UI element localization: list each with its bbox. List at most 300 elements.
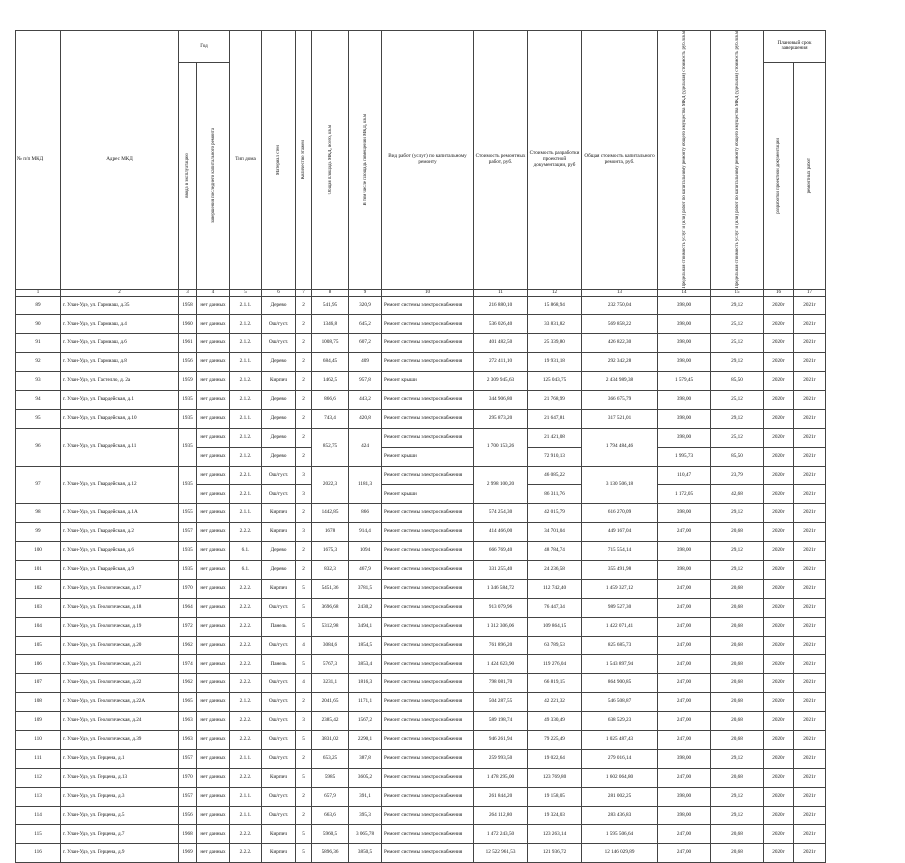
cell-y: 1960 bbox=[179, 315, 197, 334]
cell-n: 101 bbox=[16, 560, 61, 579]
cell-m: Дерево bbox=[262, 542, 296, 561]
cell-addr: г. Улан-Удэ, ул. Геологическая, д.19 bbox=[61, 617, 179, 636]
cell-w: Ремонт системы электроснабжения bbox=[382, 466, 474, 485]
cell-c1: 536 026,40 bbox=[474, 315, 528, 334]
cell-addr: г. Улан-Удэ, ул. Гармиаш, д.8 bbox=[61, 353, 179, 372]
cell-d2: 2021г bbox=[794, 768, 826, 787]
header-planned-deadline: Плановый срок завершения bbox=[764, 31, 826, 63]
cell-e: 2 bbox=[296, 334, 312, 353]
table-row bbox=[16, 523, 826, 542]
cell-k: нет данных bbox=[197, 806, 230, 825]
cell-n: 99 bbox=[16, 523, 61, 542]
cell-u1: 398,00 bbox=[658, 749, 711, 768]
cell-u2: 85,50 bbox=[711, 447, 764, 466]
table-row bbox=[16, 353, 826, 372]
cell-y: 1959 bbox=[179, 372, 197, 391]
cell-c2: 109 864,15 bbox=[528, 617, 582, 636]
cell-t: 2.1.2. bbox=[230, 447, 262, 466]
header-unit-cost-1: Предельная стоимость услуг и (или) работ по капитальному ремонту общего имущества МКД (удельная) стоимость руб./кв.м bbox=[658, 31, 711, 290]
cell-d1: 2020г bbox=[764, 523, 794, 542]
cell-p: 866 bbox=[349, 504, 382, 523]
cell-u1: 398,00 bbox=[658, 787, 711, 806]
cell-y: 1968 bbox=[179, 825, 197, 844]
cell-u2: 42,68 bbox=[711, 485, 764, 504]
cell-n: 112 bbox=[16, 768, 61, 787]
cell-s: 5767,3 bbox=[312, 655, 349, 674]
cell-t: 2.2.2. bbox=[230, 598, 262, 617]
cell-s: 1346,8 bbox=[312, 315, 349, 334]
cell-addr: г. Улан-Удэ, ул. Гвардейская, д.6 bbox=[61, 542, 179, 561]
cell-e: 2 bbox=[296, 806, 312, 825]
cell-d2: 2021г bbox=[794, 825, 826, 844]
cell-n: 110 bbox=[16, 730, 61, 749]
cell-d1: 2020г bbox=[764, 787, 794, 806]
cell-u1: 110,47 bbox=[658, 466, 711, 485]
cell-d1: 2020г bbox=[764, 617, 794, 636]
cell-c2: 19 022,64 bbox=[528, 749, 582, 768]
table-row bbox=[16, 542, 826, 561]
cell-d2: 2021г bbox=[794, 693, 826, 712]
cell-t: 2.2.1. bbox=[230, 466, 262, 485]
cell-t: 2.2.2. bbox=[230, 674, 262, 693]
column-number: 4 bbox=[197, 289, 230, 296]
cell-d1: 2020г bbox=[764, 334, 794, 353]
cell-s: 3831,02 bbox=[312, 730, 349, 749]
cell-s: 3696,68 bbox=[312, 598, 349, 617]
header-mkd-number: № п/п МКД bbox=[16, 31, 61, 290]
cell-c1: 264 112,80 bbox=[474, 806, 528, 825]
header-unit-cost-2: Предельная стоимость услуг и (или) работ по капитальному ремонту общего имущества МКД (удельная) стоимость руб./кв.м bbox=[711, 31, 764, 290]
cell-s: 852,75 bbox=[312, 428, 349, 466]
cell-c3: 426 822,30 bbox=[582, 334, 658, 353]
cell-u2: 20,68 bbox=[711, 825, 764, 844]
cell-k: нет данных bbox=[197, 560, 230, 579]
cell-w: Ремонт системы электроснабжения bbox=[382, 579, 474, 598]
cell-y: 1957 bbox=[179, 787, 197, 806]
cell-c1: 1 346 584,72 bbox=[474, 579, 528, 598]
repair-plan-table bbox=[15, 30, 826, 863]
cell-s: 684,45 bbox=[312, 353, 349, 372]
cell-w: Ремонт системы электроснабжения bbox=[382, 315, 474, 334]
cell-d2: 2021г bbox=[794, 787, 826, 806]
cell-c1: 12 522 961,53 bbox=[474, 844, 528, 863]
cell-n: 113 bbox=[16, 787, 61, 806]
cell-k: нет данных bbox=[197, 636, 230, 655]
cell-t: 2.2.2. bbox=[230, 825, 262, 844]
cell-e: 3 bbox=[296, 485, 312, 504]
cell-u1: 247,00 bbox=[658, 825, 711, 844]
cell-n: 116 bbox=[16, 844, 61, 863]
cell-e: 2 bbox=[296, 372, 312, 391]
cell-addr: г. Улан-Удэ, ул. Гвардейская, д.12 bbox=[61, 466, 179, 504]
cell-d1: 2020г bbox=[764, 579, 794, 598]
cell-s: 5451,36 bbox=[312, 579, 349, 598]
cell-e: 5 bbox=[296, 768, 312, 787]
cell-t: 2.1.2. bbox=[230, 693, 262, 712]
cell-c3: 292 342,28 bbox=[582, 353, 658, 372]
cell-addr: г. Улан-Удэ, ул. Герцена, д.5 bbox=[61, 806, 179, 825]
cell-w: Ремонт системы электроснабжения bbox=[382, 674, 474, 693]
cell-w: Ремонт системы электроснабжения bbox=[382, 655, 474, 674]
cell-k: нет данных bbox=[197, 674, 230, 693]
cell-addr: г. Улан-Удэ, ул. Геологическая, д.22 bbox=[61, 674, 179, 693]
cell-w: Ремонт крыши bbox=[382, 447, 474, 466]
cell-c1: 1 424 623,90 bbox=[474, 655, 528, 674]
cell-t: 2.2.2. bbox=[230, 523, 262, 542]
cell-k: нет данных bbox=[197, 598, 230, 617]
cell-t: 2.1.1. bbox=[230, 353, 262, 372]
cell-c1: 272 411,10 bbox=[474, 353, 528, 372]
cell-k: нет данных bbox=[197, 390, 230, 409]
cell-w: Ремонт системы электроснабжения bbox=[382, 787, 474, 806]
cell-p: 387,8 bbox=[349, 749, 382, 768]
cell-e: 5 bbox=[296, 617, 312, 636]
cell-c2: 33 831,82 bbox=[528, 315, 582, 334]
cell-c1: 414 466,00 bbox=[474, 523, 528, 542]
cell-u2: 29,12 bbox=[711, 787, 764, 806]
cell-d2: 2021г bbox=[794, 712, 826, 731]
cell-c3: 864 900,85 bbox=[582, 674, 658, 693]
cell-d1: 2020г bbox=[764, 409, 794, 428]
cell-e: 2 bbox=[296, 409, 312, 428]
cell-c3: 989 527,30 bbox=[582, 598, 658, 617]
cell-d1: 2020г bbox=[764, 674, 794, 693]
cell-d2: 2021г bbox=[794, 504, 826, 523]
table-row bbox=[16, 844, 826, 863]
cell-addr: г. Улан-Удэ, ул. Геологическая, д.24 bbox=[61, 712, 179, 731]
cell-m: Ош/густ. bbox=[262, 315, 296, 334]
cell-d1: 2020г bbox=[764, 353, 794, 372]
cell-k: нет данных bbox=[197, 844, 230, 863]
cell-d1: 2020г bbox=[764, 730, 794, 749]
cell-w: Ремонт системы электроснабжения bbox=[382, 390, 474, 409]
cell-t: 2.2.1. bbox=[230, 485, 262, 504]
cell-m: Дерево bbox=[262, 390, 296, 409]
cell-s: 5985 bbox=[312, 768, 349, 787]
cell-n: 102 bbox=[16, 579, 61, 598]
cell-c2: 66 819,15 bbox=[528, 674, 582, 693]
cell-w: Ремонт крыши bbox=[382, 485, 474, 504]
cell-e: 2 bbox=[296, 787, 312, 806]
cell-y: 1974 bbox=[179, 655, 197, 674]
cell-t: 2.2.2. bbox=[230, 712, 262, 731]
table-row bbox=[16, 712, 826, 731]
cell-u2: 25,12 bbox=[711, 334, 764, 353]
table-row bbox=[16, 825, 826, 844]
table-row bbox=[16, 504, 826, 523]
cell-c3: 569 858,22 bbox=[582, 315, 658, 334]
cell-e: 2 bbox=[296, 390, 312, 409]
cell-w: Ремонт системы электроснабжения bbox=[382, 504, 474, 523]
cell-t: 2.2.2. bbox=[230, 768, 262, 787]
cell-m: Ош/густ. bbox=[262, 674, 296, 693]
cell-y: 1956 bbox=[179, 353, 197, 372]
cell-m: Ош/густ. bbox=[262, 693, 296, 712]
cell-m: Кирпич bbox=[262, 523, 296, 542]
cell-u2: 25,12 bbox=[711, 315, 764, 334]
cell-w: Ремонт системы электроснабжения bbox=[382, 428, 474, 447]
cell-m: Ош/густ. bbox=[262, 712, 296, 731]
cell-p: 1816,3 bbox=[349, 674, 382, 693]
table-row bbox=[16, 730, 826, 749]
cell-y: 1935 bbox=[179, 466, 197, 504]
cell-k: нет данных bbox=[197, 768, 230, 787]
cell-m: Дерево bbox=[262, 560, 296, 579]
cell-e: 3 bbox=[296, 712, 312, 731]
cell-c2: 19 931,18 bbox=[528, 353, 582, 372]
cell-t: 2.2.2. bbox=[230, 617, 262, 636]
cell-addr: г. Улан-Удэ, ул. Гвардейская, д.11 bbox=[61, 428, 179, 466]
cell-d1: 2020г bbox=[764, 485, 794, 504]
cell-c3: 317 521,01 bbox=[582, 409, 658, 428]
cell-u1: 247,00 bbox=[658, 579, 711, 598]
cell-n: 108 bbox=[16, 693, 61, 712]
cell-d2: 2021г bbox=[794, 390, 826, 409]
cell-m: Ош/густ. bbox=[262, 730, 296, 749]
cell-u2: 23,79 bbox=[711, 466, 764, 485]
cell-c2: 42 221,32 bbox=[528, 693, 582, 712]
document-sheet bbox=[15, 30, 825, 863]
cell-u2: 29,12 bbox=[711, 353, 764, 372]
cell-d2: 2021г bbox=[794, 542, 826, 561]
cell-d1: 2020г bbox=[764, 428, 794, 447]
cell-n: 109 bbox=[16, 712, 61, 731]
cell-u2: 29,12 bbox=[711, 749, 764, 768]
cell-u2: 20,68 bbox=[711, 712, 764, 731]
cell-m: Дерево bbox=[262, 428, 296, 447]
cell-k: нет данных bbox=[197, 296, 230, 315]
cell-c1: 295 873,20 bbox=[474, 409, 528, 428]
cell-u1: 247,00 bbox=[658, 598, 711, 617]
cell-d2: 2021г bbox=[794, 655, 826, 674]
cell-y: 1935 bbox=[179, 542, 197, 561]
cell-s: 541,95 bbox=[312, 296, 349, 315]
cell-n: 100 bbox=[16, 542, 61, 561]
cell-t: 2.1.2. bbox=[230, 315, 262, 334]
cell-d1: 2020г bbox=[764, 560, 794, 579]
cell-d2: 2021г bbox=[794, 334, 826, 353]
cell-d1: 2020г bbox=[764, 693, 794, 712]
cell-p: 3494,1 bbox=[349, 617, 382, 636]
cell-e: 2 bbox=[296, 353, 312, 372]
cell-d2: 2021г bbox=[794, 466, 826, 485]
cell-u1: 1 579,45 bbox=[658, 372, 711, 391]
cell-c2: 76 447,34 bbox=[528, 598, 582, 617]
table-row bbox=[16, 409, 826, 428]
cell-n: 93 bbox=[16, 372, 61, 391]
table-row bbox=[16, 315, 826, 334]
cell-k: нет данных bbox=[197, 485, 230, 504]
cell-c3: 355 491,98 bbox=[582, 560, 658, 579]
cell-c2: 21 768,99 bbox=[528, 390, 582, 409]
cell-c2: 121 936,72 bbox=[528, 844, 582, 863]
cell-u2: 29,12 bbox=[711, 409, 764, 428]
cell-u2: 29,12 bbox=[711, 560, 764, 579]
cell-p: 1567,2 bbox=[349, 712, 382, 731]
cell-d1: 2020г bbox=[764, 315, 794, 334]
cell-y: 1965 bbox=[179, 693, 197, 712]
cell-d1: 2020г bbox=[764, 825, 794, 844]
cell-c3: 3 130 506,18 bbox=[582, 466, 658, 504]
cell-m: Ош/густ. bbox=[262, 334, 296, 353]
cell-p: 957,8 bbox=[349, 372, 382, 391]
table-row bbox=[16, 636, 826, 655]
cell-k: нет данных bbox=[197, 542, 230, 561]
cell-k: нет данных bbox=[197, 617, 230, 636]
cell-c2: 119 276,04 bbox=[528, 655, 582, 674]
cell-u1: 398,00 bbox=[658, 560, 711, 579]
header-last-repair-year: завершения последнего капитального ремонта bbox=[197, 62, 230, 289]
cell-u1: 247,00 bbox=[658, 655, 711, 674]
cell-d1: 2020г bbox=[764, 447, 794, 466]
cell-p: 1854,5 bbox=[349, 636, 382, 655]
cell-u2: 20,68 bbox=[711, 636, 764, 655]
cell-d2: 2021г bbox=[794, 730, 826, 749]
cell-d1: 2020г bbox=[764, 655, 794, 674]
cell-p: 409 bbox=[349, 353, 382, 372]
cell-addr: г. Улан-Удэ, ул. Гвардейская, д.9 bbox=[61, 560, 179, 579]
cell-c3: 1 543 897,94 bbox=[582, 655, 658, 674]
cell-d2: 2021г bbox=[794, 485, 826, 504]
cell-e: 5 bbox=[296, 825, 312, 844]
cell-d1: 2020г bbox=[764, 504, 794, 523]
cell-y: 1963 bbox=[179, 730, 197, 749]
cell-c3: 12 146 029,89 bbox=[582, 844, 658, 863]
cell-addr: г. Улан-Удэ, ул. Герцена, д.9 bbox=[61, 844, 179, 863]
cell-u1: 247,00 bbox=[658, 617, 711, 636]
cell-y: 1935 bbox=[179, 409, 197, 428]
cell-y: 1958 bbox=[179, 296, 197, 315]
cell-y: 1972 bbox=[179, 617, 197, 636]
cell-m: Ош/густ. bbox=[262, 787, 296, 806]
cell-y: 1963 bbox=[179, 712, 197, 731]
cell-u2: 25,12 bbox=[711, 390, 764, 409]
cell-p: 320,9 bbox=[349, 296, 382, 315]
header-repair-cost: Стоимость ремонтных работ, руб. bbox=[474, 31, 528, 290]
cell-t: 2.1.1. bbox=[230, 749, 262, 768]
header-floors: Количество этажей bbox=[296, 31, 312, 290]
cell-d2: 2021г bbox=[794, 372, 826, 391]
cell-n: 90 bbox=[16, 315, 61, 334]
cell-t: 2.1.1. bbox=[230, 296, 262, 315]
cell-addr: г. Улан-Удэ, ул. Гвардейская, д.2 bbox=[61, 523, 179, 542]
cell-t: 2.2.2. bbox=[230, 730, 262, 749]
cell-t: 2.1.2. bbox=[230, 428, 262, 447]
cell-n: 104 bbox=[16, 617, 61, 636]
cell-d1: 2020г bbox=[764, 390, 794, 409]
cell-t: 2.1.1. bbox=[230, 409, 262, 428]
cell-s: 743,4 bbox=[312, 409, 349, 428]
column-number: 15 bbox=[711, 289, 764, 296]
cell-s: 1462,5 bbox=[312, 372, 349, 391]
cell-p: 2290,1 bbox=[349, 730, 382, 749]
cell-c2: 25 339,80 bbox=[528, 334, 582, 353]
cell-s: 2022,3 bbox=[312, 466, 349, 504]
cell-w: Ремонт системы электроснабжения bbox=[382, 730, 474, 749]
cell-k: нет данных bbox=[197, 466, 230, 485]
cell-c2: 63 789,53 bbox=[528, 636, 582, 655]
cell-u2: 29,12 bbox=[711, 296, 764, 315]
header-total-cost: Общая стоимость капитального ремонта, руб. bbox=[582, 31, 658, 290]
cell-c1: 1 700 153,26 bbox=[474, 428, 528, 466]
cell-c1: 761 896,20 bbox=[474, 636, 528, 655]
cell-n: 106 bbox=[16, 655, 61, 674]
table-row bbox=[16, 787, 826, 806]
cell-k: нет данных bbox=[197, 334, 230, 353]
cell-w: Ремонт системы электроснабжения bbox=[382, 749, 474, 768]
cell-k: нет данных bbox=[197, 372, 230, 391]
table-row bbox=[16, 749, 826, 768]
column-number: 8 bbox=[312, 289, 349, 296]
cell-c3: 1 595 506,64 bbox=[582, 825, 658, 844]
cell-u1: 398,00 bbox=[658, 806, 711, 825]
cell-d2: 2021г bbox=[794, 844, 826, 863]
cell-y: 1970 bbox=[179, 579, 197, 598]
cell-d2: 2021г bbox=[794, 353, 826, 372]
cell-m: Ош/густ. bbox=[262, 598, 296, 617]
cell-y: 1969 bbox=[179, 844, 197, 863]
cell-p: 395,3 bbox=[349, 806, 382, 825]
cell-c3: 825 685,73 bbox=[582, 636, 658, 655]
table-row bbox=[16, 334, 826, 353]
cell-u1: 398,00 bbox=[658, 428, 711, 447]
cell-s: 1675,3 bbox=[312, 542, 349, 561]
cell-n: 114 bbox=[16, 806, 61, 825]
cell-s: 1442,85 bbox=[312, 504, 349, 523]
cell-p: 914,4 bbox=[349, 523, 382, 542]
cell-p: 2430,2 bbox=[349, 598, 382, 617]
cell-u2: 20,68 bbox=[711, 693, 764, 712]
cell-u1: 398,00 bbox=[658, 409, 711, 428]
cell-n: 103 bbox=[16, 598, 61, 617]
cell-k: нет данных bbox=[197, 579, 230, 598]
cell-t: 6.1. bbox=[230, 542, 262, 561]
cell-c2: 15 868,94 bbox=[528, 296, 582, 315]
cell-d1: 2020г bbox=[764, 636, 794, 655]
cell-addr: г. Улан-Удэ, ул. Герцена, д.13 bbox=[61, 768, 179, 787]
cell-c1: 216 880,10 bbox=[474, 296, 528, 315]
column-number: 6 bbox=[262, 289, 296, 296]
cell-d1: 2020г bbox=[764, 542, 794, 561]
cell-e: 2 bbox=[296, 315, 312, 334]
cell-u2: 25,12 bbox=[711, 428, 764, 447]
cell-p: 1181,3 bbox=[349, 466, 382, 504]
cell-e: 5 bbox=[296, 579, 312, 598]
cell-e: 2 bbox=[296, 749, 312, 768]
cell-d2: 2021г bbox=[794, 409, 826, 428]
cell-y: 1935 bbox=[179, 560, 197, 579]
cell-p: 3 065,78 bbox=[349, 825, 382, 844]
cell-t: 2.1.1. bbox=[230, 787, 262, 806]
cell-d2: 2021г bbox=[794, 447, 826, 466]
column-number: 9 bbox=[349, 289, 382, 296]
table-row bbox=[16, 428, 826, 447]
cell-t: 2.1.1. bbox=[230, 806, 262, 825]
cell-w: Ремонт системы электроснабжения bbox=[382, 768, 474, 787]
cell-c1: 2 998 100,20 bbox=[474, 466, 528, 504]
cell-m: Ош/густ. bbox=[262, 466, 296, 485]
cell-y: 1970 bbox=[179, 768, 197, 787]
cell-c1: 1 472 243,50 bbox=[474, 825, 528, 844]
cell-d2: 2021г bbox=[794, 598, 826, 617]
cell-p: 424 bbox=[349, 428, 382, 466]
cell-w: Ремонт системы электроснабжения bbox=[382, 806, 474, 825]
cell-e: 2 bbox=[296, 542, 312, 561]
cell-u2: 29,12 bbox=[711, 504, 764, 523]
cell-e: 2 bbox=[296, 447, 312, 466]
cell-k: нет данных bbox=[197, 749, 230, 768]
cell-e: 2 bbox=[296, 296, 312, 315]
